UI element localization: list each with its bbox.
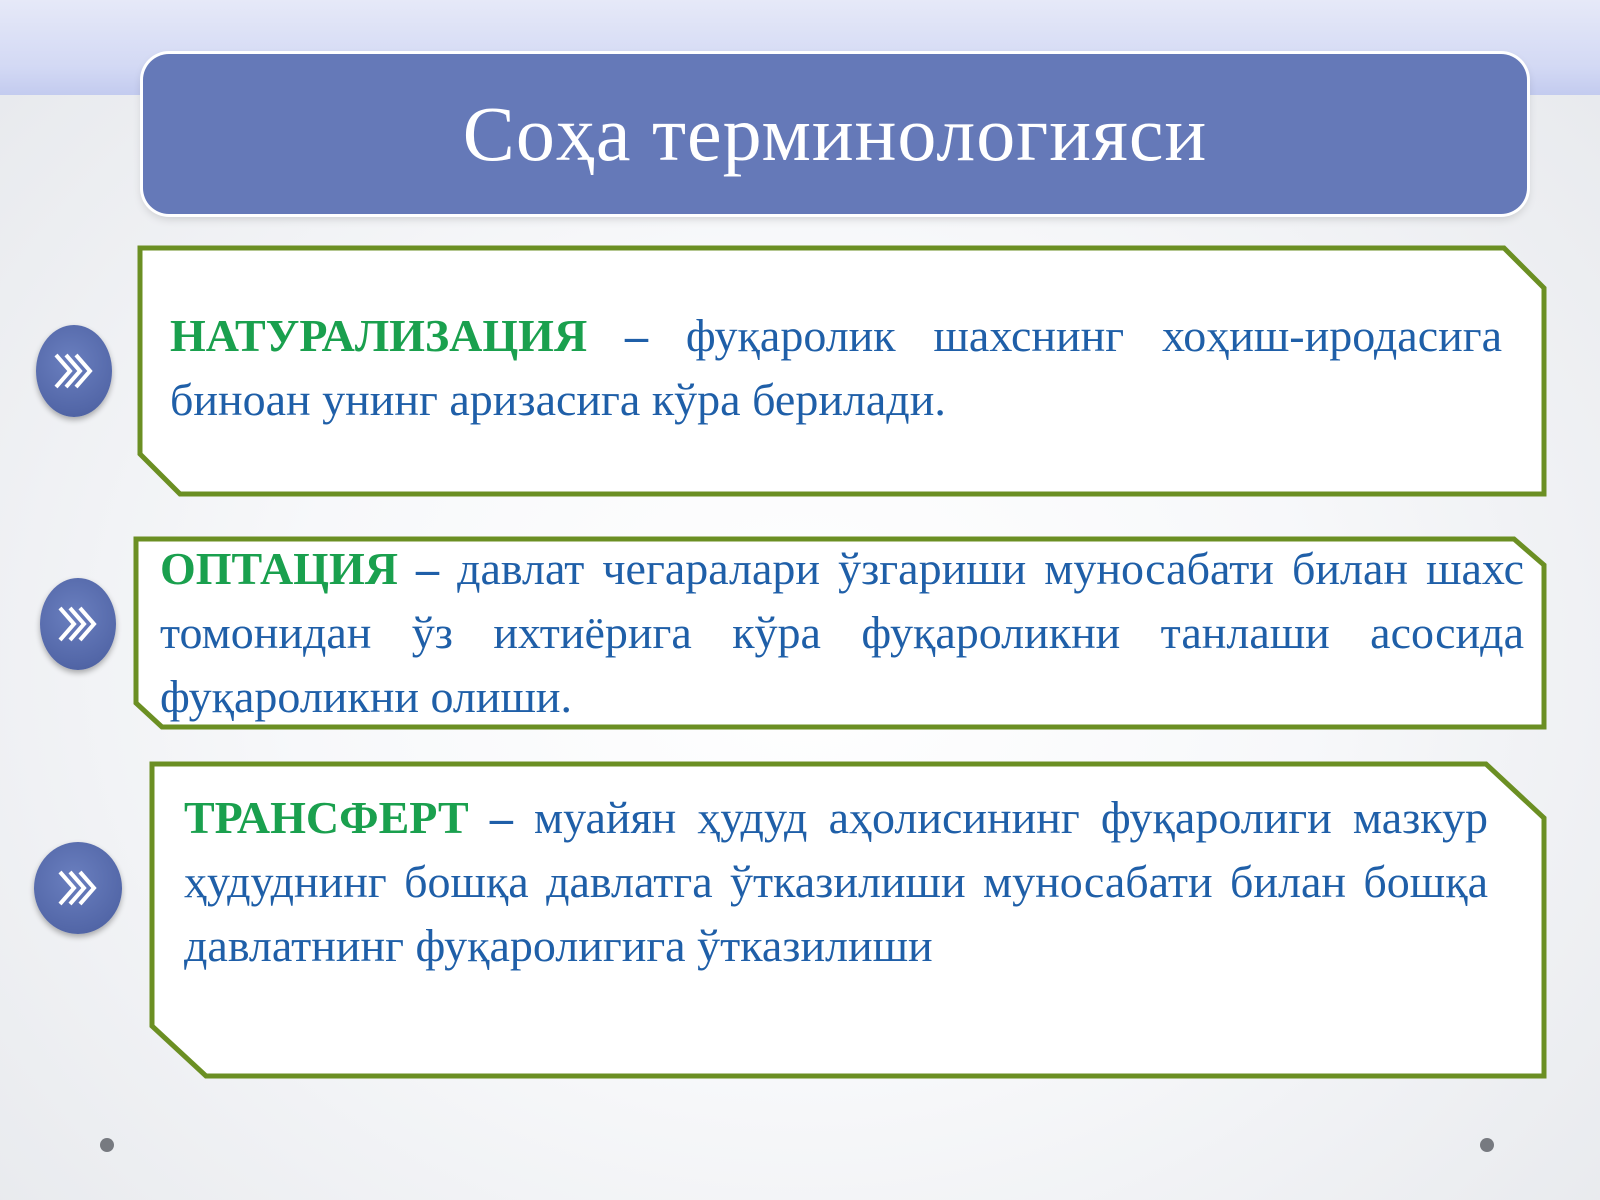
term-dash: – <box>489 792 513 843</box>
term-dash: – <box>625 310 649 361</box>
term-dash: – <box>416 543 440 594</box>
term-card-optation <box>132 535 1548 731</box>
term-definition: муайян ҳудуд аҳолисининг фуқаролиги мазкур ҳудуднинг бошқа давлатга ўтказилиши муносабати билан бошқа давлатнинг фуқаролигига ўтказилиши <box>184 792 1489 971</box>
term-card-transfer <box>148 760 1548 1080</box>
term-definition: давлат чегаралари ўзгариши муносабати билан шахс томонидан ўз ихтиёрига кўра фуқароликни танлаши асосида фуқароликни олиши. <box>160 543 1525 722</box>
decorative-dot-right <box>1480 1138 1494 1152</box>
term-definition: фуқаролик шахснинг хоҳиш-иродасига биноан унинг аризасига кўра берилади. <box>170 310 1503 425</box>
term-name: ОПТАЦИЯ <box>160 543 398 594</box>
double-chevron-right-icon <box>52 351 96 391</box>
title-banner <box>143 54 1527 214</box>
decorative-dot-left <box>100 1138 114 1152</box>
term-name: ТРАНСФЕРТ <box>184 792 469 843</box>
term-card-naturalization <box>136 244 1548 498</box>
bullet-icon-1 <box>36 325 112 417</box>
term-text-2 <box>160 537 1524 729</box>
double-chevron-right-icon <box>56 868 100 908</box>
bullet-icon-3 <box>34 842 122 934</box>
term-text-3 <box>184 786 1488 978</box>
term-name: НАТУРАЛИЗАЦИЯ <box>170 310 588 361</box>
bullet-icon-2 <box>40 578 116 670</box>
slide-title: Соҳа терминологияси <box>462 90 1208 177</box>
double-chevron-right-icon <box>56 604 100 644</box>
term-text-1 <box>170 304 1502 432</box>
